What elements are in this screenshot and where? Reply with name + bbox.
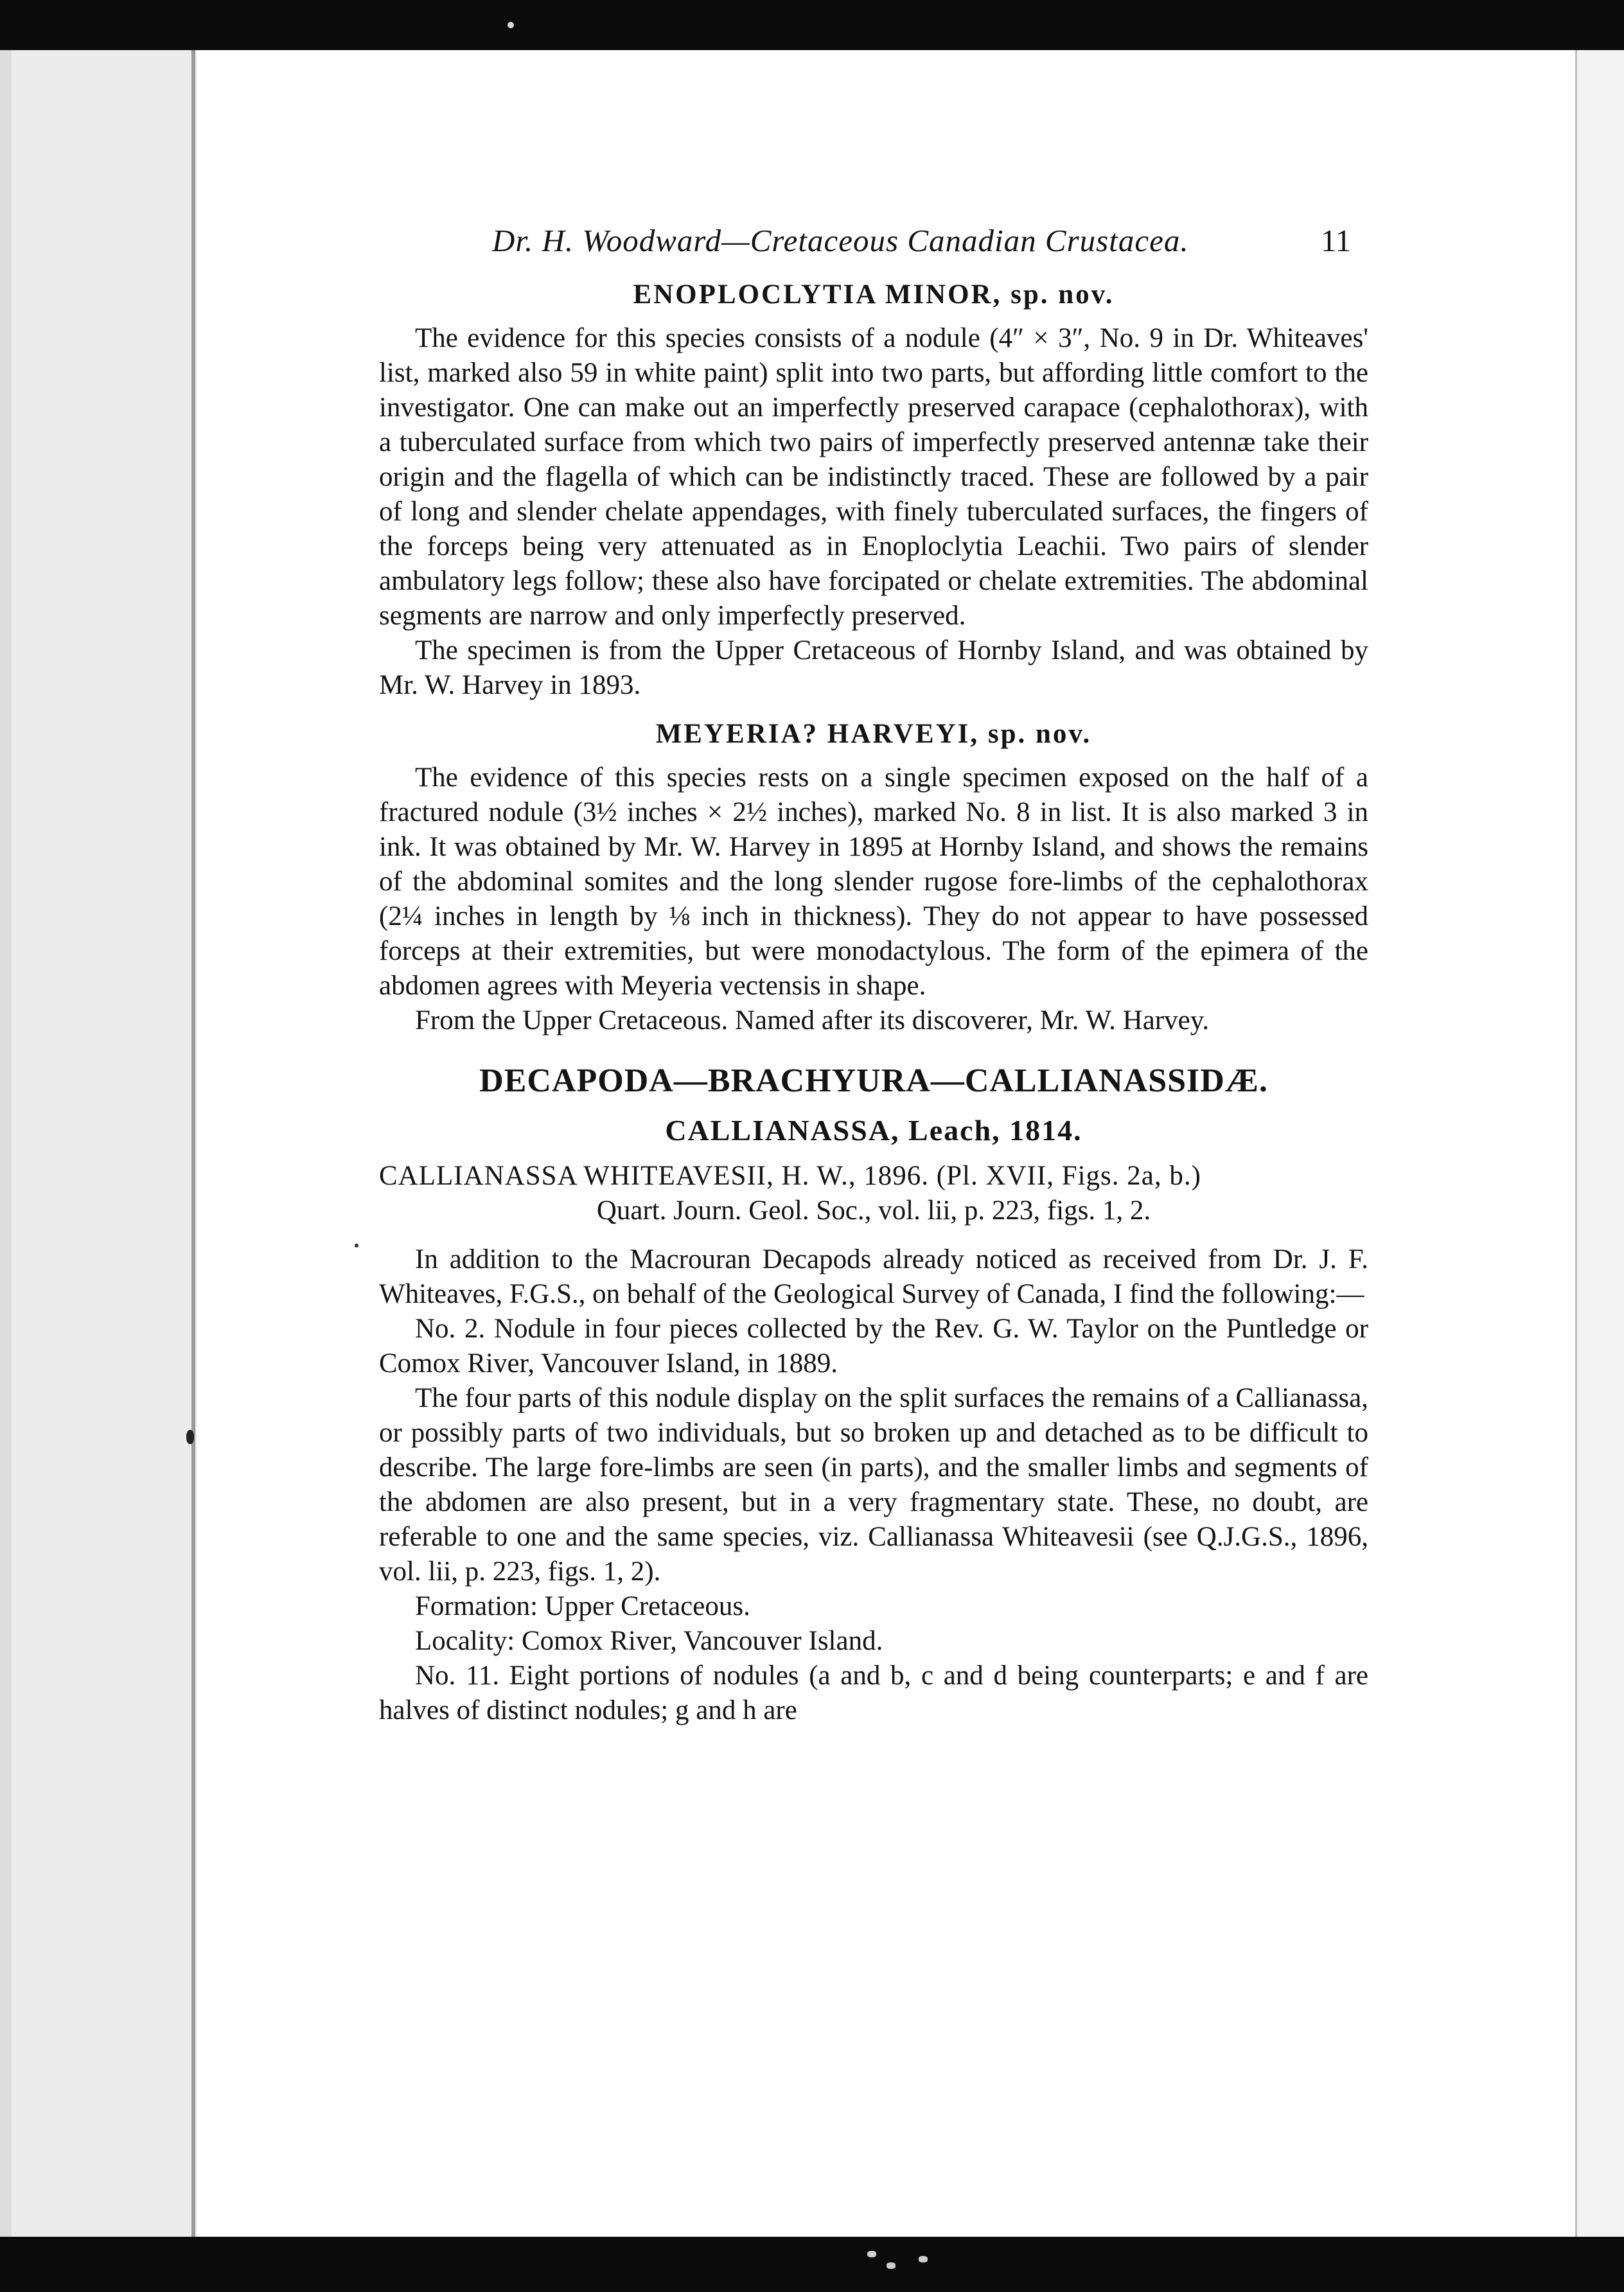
paragraph-nodule-11: No. 11. Eight portions of nodules (a and b, c and d being counterparts; e and f are halves of distinct nodules; g and h are (379, 1661, 1368, 1725)
paragraph-nodule-2: No. 2. Nodule in four pieces collected by the Rev. G. W. Taylor on the Puntledge or Comox River, Vancouver Island, in 1889. (379, 1314, 1368, 1379)
scan-left-margin (0, 50, 197, 2237)
scan-speck (887, 2262, 896, 2269)
species-heading-meyeria: MEYERIA? HARVEYI, sp. nov. (655, 719, 1092, 749)
paragraph-meyeria-locality: From the Upper Cretaceous. Named after its discoverer, Mr. W. Harvey. (415, 1005, 1210, 1036)
paragraph-nodule-2-description: The four parts of this nodule display on the split surfaces the remains of a Callianassa, or possibly parts of two individuals, but so broken up and detached as to be difficult to describe. The large fore-limbs are seen (in parts), and the smaller limbs and segments of the abdomen are also present, but in a very fragmentary state. These, no doubt, are referable to one and the same species, viz. Callianassa Whiteavesii (see Q.J.G.S., 1896, vol. lii, p. 223, figs. 1, 2). (379, 1383, 1368, 1587)
scan-bottom-border (0, 2237, 1624, 2292)
paragraph-enoploclytia-description: The evidence for this species consists of a nodule (4″ × 3″, No. 9 in Dr. Whiteaves' list, marked also 59 in white paint) split into two parts, but affording little comfort to the investigator. One can make out an imperfectly preserved carapace (cephalothorax), with a tuberculated surface from which two pairs of imperfectly preserved antennæ take their origin and the flagella of which can be indistinctly traced. These are followed by a pair of long and slender chelate appendages, with finely tuberculated surfaces, the fingers of the forceps being very attenuated as in Enoploclytia Leachii. Two pairs of slender ambulatory legs follow; these also have forcipated or chelate extremities. The abdominal segments are narrow and only imperfectly preserved. (379, 323, 1368, 631)
running-title: Dr. H. Woodward—Cretaceous Canadian Crustacea. (492, 223, 1189, 258)
margin-mark (186, 1430, 194, 1444)
paragraph-decapoda-intro: In addition to the Macrouran Decapods already noticed as received from Dr. J. F. Whiteaves, F.G.S., on behalf of the Geological Survey of Canada, I find the following:— (379, 1244, 1368, 1309)
scan-top-border (0, 0, 1624, 50)
paragraph-enoploclytia-locality: The specimen is from the Upper Cretaceous of Hornby Island, and was obtained by Mr. W. Harvey in 1893. (379, 635, 1368, 700)
page-edge-rule (191, 50, 195, 2237)
paragraph-formation: Formation: Upper Cretaceous. (415, 1591, 750, 1621)
species-reference: Quart. Journ. Geol. Soc., vol. lii, p. 223, figs. 1, 2. (596, 1195, 1151, 1226)
running-header (379, 218, 1368, 278)
margin-shade (0, 50, 12, 2237)
scan-right-margin (1575, 50, 1624, 2237)
scan-speck (867, 2251, 876, 2257)
paragraph-meyeria-description: The evidence of this species rests on a single specimen exposed on the half of a fractured nodule (3½ inches × 2½ inches), marked No. 8 in list. It is also marked 3 in ink. It was obtained by Mr. W. Harvey in 1895 at Hornby Island, and shows the remains of the abdominal somites and the long slender rugose fore-limbs of the cephalothorax (2¼ inches in length by ⅛ inch in thickness). They do not appear to have possessed forceps at their extremities, but were monodactylous. The form of the epimera of the abdomen agrees with Meyeria vectensis in shape. (379, 763, 1368, 1001)
section-heading-decapoda: DECAPODA—BRACHYURA—CALLIANASSIDÆ. (479, 1062, 1268, 1099)
paragraph-locality: Locality: Comox River, Vancouver Island. (415, 1626, 883, 1656)
scan-speck (919, 2256, 928, 2262)
margin-dot (355, 1244, 358, 1247)
species-heading-enoploclytia: ENOPLOCLYTIA MINOR, sp. nov. (633, 279, 1115, 310)
page-number: 11 (1321, 223, 1352, 258)
scan-speck (508, 22, 514, 28)
page-content (379, 218, 1368, 1728)
genus-heading-callianassa: CALLIANASSA, Leach, 1814. (665, 1114, 1082, 1147)
species-heading-callianassa: CALLIANASSA WHITEAVESII, H. W., 1896. (Pl. XVII, Figs. 2a, b.) (379, 1161, 1201, 1191)
